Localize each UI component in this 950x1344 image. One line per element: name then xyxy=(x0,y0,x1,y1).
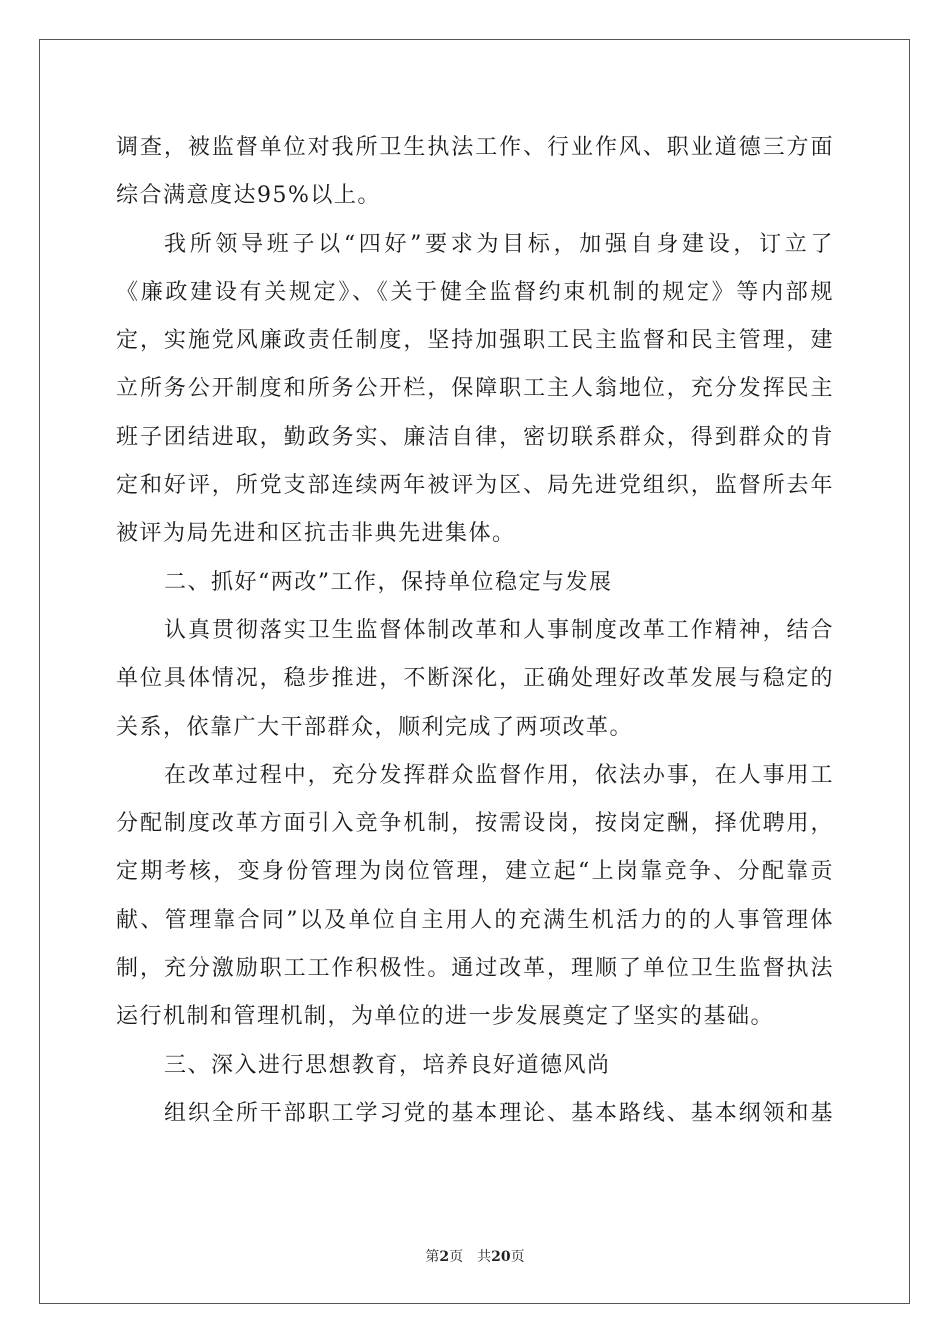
text-line: 组织全所干部职工学习党的基本理论、基本路线、基本纲领和基 xyxy=(164,1100,834,1126)
text-line: 调查，被监督单位对我所卫生执法工作、行业作风、职业道德三方面 xyxy=(116,135,834,160)
text-line: 班子团结进取，勤政务实、廉洁自律，密切联系群众，得到群众的肯 xyxy=(116,424,834,450)
text-line: 被评为局先进和区抗击非典先进集体。 xyxy=(116,521,516,547)
text-line: 关系，依靠广大干部群众，顺利完成了两项改革。 xyxy=(116,714,634,740)
page-footer xyxy=(0,1246,950,1266)
text-line: 制，充分激励职工工作积极性。通过改革，理顺了单位卫生监督执法 xyxy=(116,956,834,982)
text-line: 定期考核，变身份管理为岗位管理，建立起“上岗靠竞争、分配靠贡 xyxy=(116,859,834,885)
text-line: 三、深入进行思想教育，培养良好道德风尚 xyxy=(164,1052,611,1078)
text-line: 我所领导班子以“四好”要求为目标，加强自身建设，订立了 xyxy=(164,231,834,257)
text-line: 综合满意度达95%以上。 xyxy=(116,183,381,209)
total-pages-indicator: 共20页 xyxy=(477,1249,525,1265)
text-line: 定，实施党风廉政责任制度，坚持加强职工民主监督和民主管理，建 xyxy=(116,328,834,354)
text-line: 单位具体情况，稳步推进，不断深化，正确处理好改革发展与稳定的 xyxy=(116,666,834,692)
page-indicator: 第2页 xyxy=(425,1249,464,1265)
text-line: 二、抓好“两改”工作，保持单位稳定与发展 xyxy=(164,569,613,595)
document-body xyxy=(116,124,834,1138)
text-line: 立所务公开制度和所务公开栏，保障职工主人翁地位，充分发挥民主 xyxy=(116,376,834,402)
text-line: 在改革过程中，充分发挥群众监督作用，依法办事，在人事用工 xyxy=(164,762,834,788)
text-line: 献、管理靠合同”以及单位自主用人的充满生机活力的的人事管理体 xyxy=(116,907,834,933)
text-line: 分配制度改革方面引入竞争机制，按需设岗，按岗定酬，择优聘用， xyxy=(116,811,834,837)
text-line: 认真贯彻落实卫生监督体制改革和人事制度改革工作精神，结合 xyxy=(164,617,834,643)
text-line: 运行机制和管理机制，为单位的进一步发展奠定了坚实的基础。 xyxy=(116,1004,775,1030)
text-line: 定和好评，所党支部连续两年被评为区、局先进党组织，监督所去年 xyxy=(116,473,834,499)
text-line: 《廉政建设有关规定》、《关于健全监督约束机制的规定》等内部规 xyxy=(116,279,834,305)
